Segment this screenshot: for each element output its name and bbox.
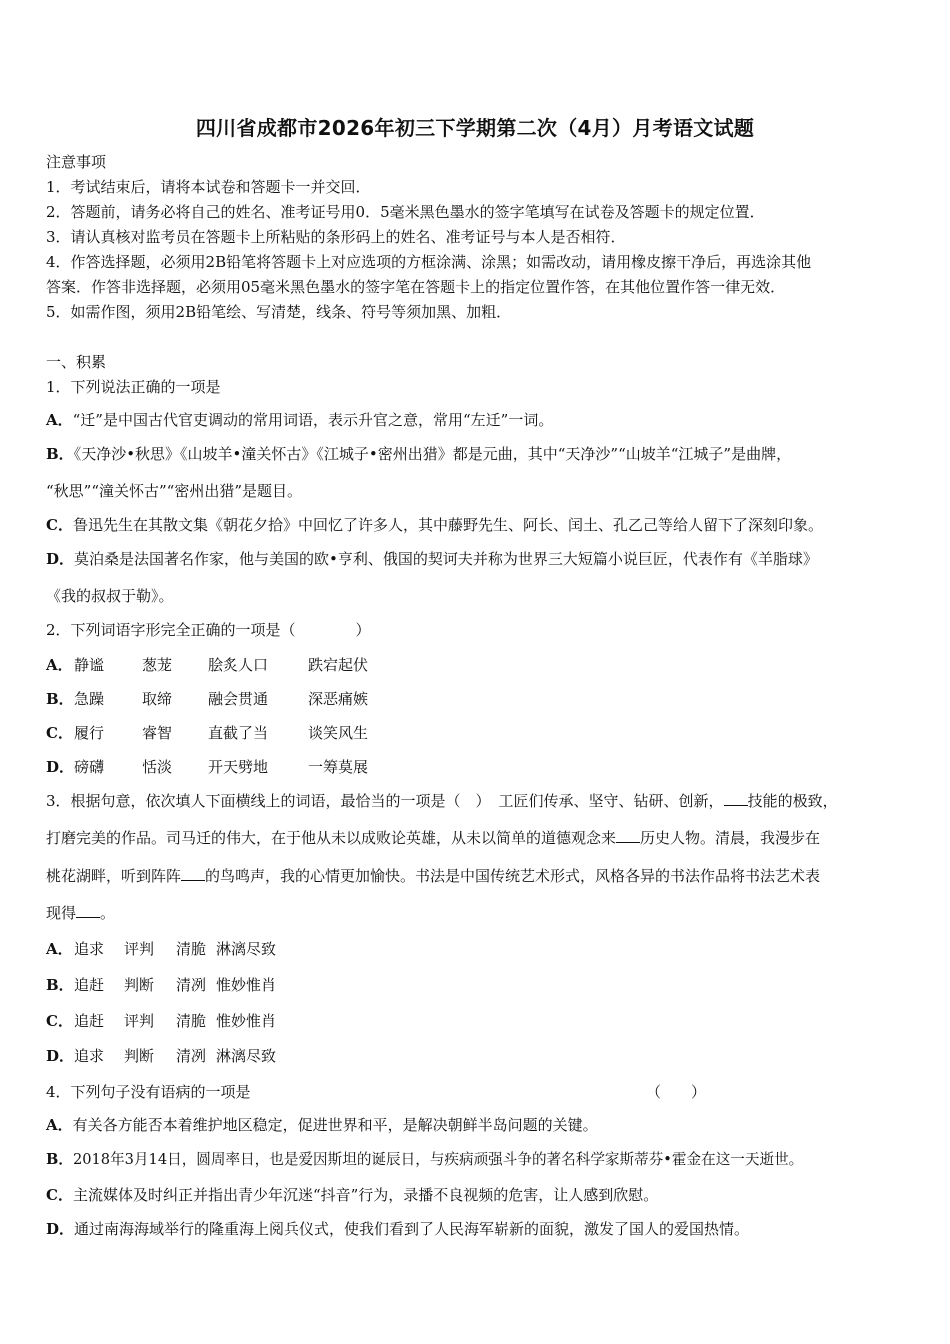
stem-text: 的鸟鸣声，我的心情更加愉快。书法是中国传统艺术形式，风格各异的书法作品将书法艺术表 (205, 867, 821, 885)
question-2-stem: 2．下列词语字形完全正确的一项是（ ） (46, 621, 371, 639)
stem-text: 桃花湖畔，听到阵阵 (46, 867, 182, 885)
answer-blank (724, 791, 748, 806)
question-4-option-b (46, 1150, 803, 1170)
question-1-option-b-cont: “秋思”“潼关怀古”“密州出猎”是题目。 (46, 482, 303, 500)
option-word: 深恶痛嫉 (308, 690, 369, 708)
option-text: 有关各方能否本着维护地区稳定，促进世界和平，是解决朝鲜半岛问题的关键。 (72, 1116, 598, 1134)
option-label: D． (46, 550, 75, 568)
stem-text: 历史人物。清晨，我漫步在 (640, 829, 821, 847)
notice-item: 4．作答选择题，必须用2B铅笔将答题卡上对应选项的方框涂满、涂黑；如需改动，请用橡皮擦干净后，再选涂其他 (46, 253, 812, 271)
option-text: 2018年3月14日，圆周率日，也是爱因斯坦的诞辰日，与疾病顽强斗争的著名科学家斯蒂芬•霍金在这一天逝世。 (72, 1151, 804, 1168)
answer-blank (181, 866, 205, 881)
stem-text: 工匠们传承、坚守、钻研、创新， (498, 792, 724, 810)
question-3-option-d (46, 1046, 276, 1066)
question-3-stem-cont (46, 828, 820, 848)
question-1-option-d-cont: 《我的叔叔于勒》。 (46, 587, 174, 605)
option-text: 莫泊桑是法国著名作家，他与美国的欧•亨利、俄国的契诃夫并称为世界三大短篇小说巨匠，代表作有《羊脂球》 (74, 550, 818, 568)
option-label: A． (46, 656, 73, 674)
question-2-option-b (46, 689, 368, 709)
stem-text: 4．下列句子没有语病的一项是 (46, 1083, 251, 1101)
stem-text: 技能的极致， (747, 792, 838, 810)
answer-blank (616, 828, 640, 843)
option-word: 追求 (74, 940, 105, 958)
option-word: 履行 (74, 724, 105, 742)
option-word: 判断 (124, 1047, 155, 1065)
question-3-option-a (46, 939, 276, 959)
option-word: 融会贯通 (208, 690, 269, 708)
option-label: C． (46, 1186, 73, 1204)
option-word: 清冽 (176, 976, 207, 994)
notice-item: 3．请认真核对监考员在答题卡上所粘贴的条形码上的姓名、准考证号与本人是否相符． (46, 228, 626, 246)
option-word: 清冽 (176, 1047, 207, 1065)
stem-text: 打磨完美的作品。司马迁的伟大，在于他从未以成败论英雄，从未以简单的道德观念来 (46, 829, 617, 847)
question-3-option-c (46, 1011, 276, 1031)
question-1-stem: 1．下列说法正确的一项是 (46, 378, 221, 396)
option-word: 判断 (124, 976, 155, 994)
question-2-option-d (46, 757, 368, 777)
notice-item: 5．如需作图，须用2B铅笔绘、写清楚，线条、符号等须加黑、加粗． (46, 303, 512, 321)
question-4-option-a (46, 1115, 598, 1135)
stem-text: 现得 (46, 904, 77, 922)
option-label: A． (46, 1116, 73, 1134)
option-label: C． (46, 724, 73, 742)
option-word: 直截了当 (208, 724, 269, 742)
option-word: 睿智 (142, 724, 173, 742)
option-label: C． (46, 516, 73, 534)
option-label: B． (46, 445, 74, 463)
option-word: 淋漓尽致 (216, 1047, 277, 1065)
question-3-stem (46, 791, 838, 811)
option-label: D． (46, 1220, 75, 1238)
question-3-stem-cont (46, 866, 820, 886)
option-word: 追赶 (74, 1012, 105, 1030)
option-label: A． (46, 411, 73, 429)
stem-text: 3．根据句意，依次填人下面横线上的词语，最恰当的一项是（ ） (46, 792, 491, 810)
question-3-option-b (46, 975, 276, 995)
answer-paren: （ ） (646, 1083, 707, 1101)
notice-item: 答案．作答非选择题，必须用05毫米黑色墨水的签字笔在答题卡上的指定位置作答，在其他位置作答一律无效． (46, 278, 786, 296)
question-1-option-c (46, 515, 823, 535)
question-1-option-b (46, 444, 791, 464)
option-word: 追赶 (74, 976, 105, 994)
answer-blank (76, 903, 100, 918)
option-label: B． (46, 976, 74, 994)
option-label: B． (46, 1151, 73, 1168)
option-label: B． (46, 690, 74, 708)
option-word: 淋漓尽致 (216, 940, 277, 958)
notice-item: 2．答题前，请务必将自己的姓名、准考证号用0．5毫米黑色墨水的签字笔填写在试卷及答题卡的规定位置． (46, 203, 765, 221)
question-3-stem-cont (46, 903, 115, 923)
option-label: D． (46, 1047, 75, 1065)
option-label: C． (46, 1012, 73, 1030)
option-word: 评判 (124, 940, 155, 958)
option-word: 追求 (74, 1047, 105, 1065)
option-label: D． (46, 758, 75, 776)
option-word: 跌宕起伏 (308, 656, 369, 674)
option-word: 急躁 (74, 690, 105, 708)
option-text: 鲁迅先生在其散文集《朝花夕拾》中回忆了许多人，其中藤野先生、阿长、闰土、孔乙己等给人留下了深刻印象。 (72, 516, 823, 534)
option-word: 磅礴 (74, 758, 105, 776)
option-text: 《天净沙•秋思》《山坡羊•潼关怀古》《江城子•密州出猎》都是元曲，其中“天净沙”“山坡羊“江城子”是曲牌， (73, 445, 792, 463)
question-1-option-a (46, 410, 553, 430)
question-1-option-d (46, 549, 818, 569)
option-word: 惟妙惟肖 (216, 976, 277, 994)
option-word: 评判 (124, 1012, 155, 1030)
notice-item: 1．考试结束后，请将本试卷和答题卡一并交回． (46, 178, 371, 196)
option-word: 恬淡 (142, 758, 173, 776)
stem-text: 。 (100, 904, 116, 922)
page-title: 四川省成都市2026年初三下学期第二次（4月）月考语文试题 (195, 116, 755, 140)
option-word: 一筹莫展 (308, 758, 369, 776)
option-text: 通过南海海域举行的隆重海上阅兵仪式，使我们看到了人民海军崭新的面貌，激发了国人的爱国热情。 (74, 1220, 750, 1238)
option-word: 清脆 (176, 1012, 207, 1030)
option-word: 脍炙人口 (208, 656, 269, 674)
option-text: “迁”是中国古代官吏调动的常用词语，表示升官之意，常用“左迁”一词。 (72, 411, 554, 429)
notice-heading: 注意事项 (46, 153, 107, 171)
question-4-option-d (46, 1219, 749, 1239)
option-word: 开天劈地 (208, 758, 269, 776)
option-word: 取缔 (142, 690, 173, 708)
option-word: 葱茏 (142, 656, 173, 674)
option-text: 主流媒体及时纠正并指出青少年沉迷“抖音”行为，录播不良视频的危害，让人感到欣慰。 (72, 1186, 659, 1204)
question-2-option-a (46, 655, 368, 675)
question-2-option-c (46, 723, 368, 743)
option-word: 惟妙惟肖 (216, 1012, 277, 1030)
option-word: 静谧 (74, 656, 105, 674)
option-word: 谈笑风生 (308, 724, 369, 742)
question-4-option-c (46, 1185, 658, 1205)
option-label: A． (46, 940, 73, 958)
option-word: 清脆 (176, 940, 207, 958)
question-4-stem (46, 1082, 251, 1102)
section-heading: 一、积累 (46, 353, 107, 371)
